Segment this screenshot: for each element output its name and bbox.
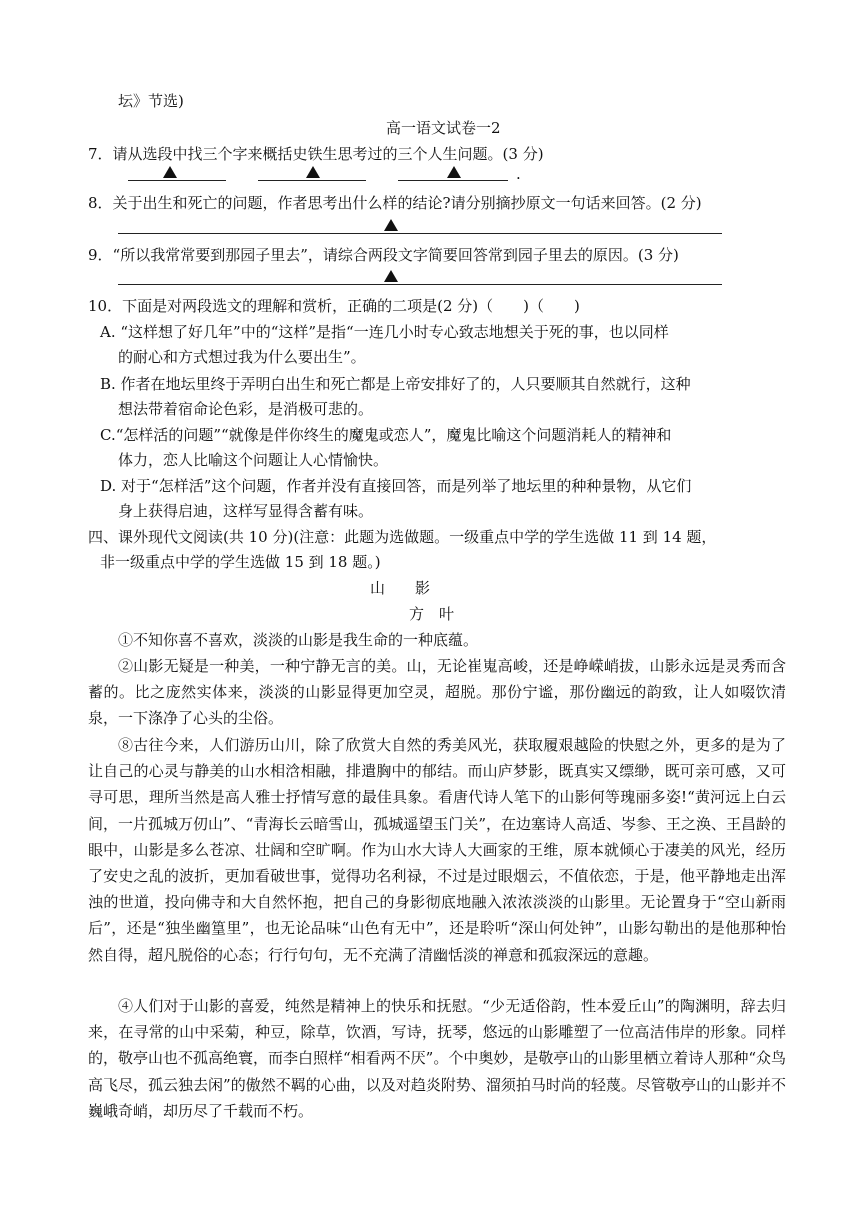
option-c-line2: 体力，恋人比喻这个问题让人心情愉快。 (118, 451, 389, 469)
section-4-heading: 四、课外现代文阅读(共 10 分)(注意：此题为选做题。一级重点中学的学生选做 11 到 14 题， (88, 528, 717, 546)
question-7: 7．请从选段中找三个字来概括史铁生思考过的三个人生问题。(3 分) (88, 145, 544, 163)
previous-text-fragment: 坛》节选) (118, 92, 184, 110)
question-7-period: . (516, 165, 521, 183)
answer-marker-icon (163, 166, 177, 178)
answer-marker-icon (384, 219, 398, 231)
option-a-line1: A. “这样想了好几年”中的“这样”是指“一连几小时专心致志地想关于死的事，也以同样 (100, 323, 669, 341)
question-8: 8．关于出生和死亡的问题，作者思考出什么样的结论?请分别摘抄原文一句话来回答。(2 分) (88, 194, 702, 212)
option-a-line2: 的耐心和方式想过我为什么要出生”。 (118, 348, 366, 366)
option-c-line1: C.“怎样活的问题”“就像是伴你终生的魔鬼或恋人”，魔鬼比喻这个问题消耗人的精神和 (100, 426, 672, 444)
option-b-line1: B. 作者在地坛里终于弄明白出生和死亡都是上帝安排好了的，人只要顺其自然就行，这种 (100, 375, 691, 393)
article-paragraph-3: ⑧古往今来，人们游历山川，除了欣赏大自然的秀美风光，获取履艰越险的快慰之外，更多的是为了让自己的心灵与静美的山水相浛相融，排遣胸中的郁结。而山庐梦影，既真实又缥缈，既可亲可感，又可寻可思，理所当然是高人雅士抒情写意的最佳具象。看唐代诗人笔下的山影何等瑰丽多姿!“黄河远上白云间，一片孤城万仞山”、“青海长云暗雪山，孤城遥望玉门关”，在边塞诗人高适、岑参、王之涣、王昌龄的眼中，山影是多么苍凉、壮阔和空旷啊。作为山水大诗人大画家的王维，原本就倾心于凄美的风光，经历了安史之乱的波折，更加看破世事，觉得功名利禄，不过是过眼烟云，不值依恋，于是，他平静地走出浑浊的世道，投向佛寺和大自然怀抱，把自己的身影彻底地融入浓浓淡淡的山影里。无论置身于“空山新雨后”，还是“独坐幽篁里”，也无论品味“山色有无中”，还是聆听“深山何处钟”，山影勾勒出的是他那种怡然自得，超凡脱俗的心态；行行句句，无不充满了清幽恬淡的禅意和孤寂深远的意趣。 (88, 736, 787, 964)
section-4-heading-cont: 非一级重点中学的学生选做 15 到 18 题。) (100, 553, 381, 571)
question-9: 9．“所以我常常要到那园子里去”，请综合两段文字简要回答常到园子里去的原因。(3 分) (88, 246, 679, 264)
answer-marker-icon (306, 166, 320, 178)
answer-marker-icon (384, 270, 398, 282)
question-10: 10．下面是对两段选文的理解和赏析，正确的二项是(2 分)（ )（ ) (88, 297, 580, 315)
option-d-line2: 身上获得启迪，这样写显得含蓄有味。 (118, 502, 374, 520)
article-paragraph-4: ④人们对于山影的喜爱，纯然是精神上的快乐和抚慰。“少无适俗韵，性本爱丘山”的陶渊明，辞去归来，在寻常的山中采菊，种豆，除草，饮酒，写诗，抚琴，悠远的山影雕塑了一位高洁伟岸的形象。同样的，敬亭山也不孤高绝寰，而李白照样“相看两不厌”。个中奥妙，是敬亭山的山影里栖立着诗人那种“众鸟高飞尽，孤云独去闲”的傲然不羁的心曲，以及对趋炎附势、溜须拍马时尚的轻蔑。尽管敬亭山的山影并不巍峨奇峭，却历尽了千载而不朽。 (88, 997, 787, 1120)
option-b-line2: 想法带着宿命论色彩，是消极可悲的。 (118, 400, 374, 418)
answer-marker-icon (447, 166, 461, 178)
option-d-line1: D. 对于“怎样活”这个问题，作者并没有直接回答，而是列举了地坛里的种种景物，从它们 (100, 477, 692, 495)
article-paragraph-1: ①不知你喜不喜欢，淡淡的山影是我生命的一种底蕴。 (118, 631, 479, 649)
page-title: 高一语文试卷一2 (386, 119, 501, 137)
article-author: 方 叶 (409, 605, 455, 623)
article-title: 山 影 (370, 579, 431, 597)
article-paragraph-2: ②山影无疑是一种美，一种宁静无言的美。山，无论崔嵬高峻，还是峥嵘峭拔，山影永远是灵秀而含蓄的。比之庞然实体来，淡淡的山影显得更加空灵，超脱。那份宁谧，那份幽远的韵致，让人如啜饮清泉，一下涤净了心头的尘俗。 (88, 657, 786, 728)
